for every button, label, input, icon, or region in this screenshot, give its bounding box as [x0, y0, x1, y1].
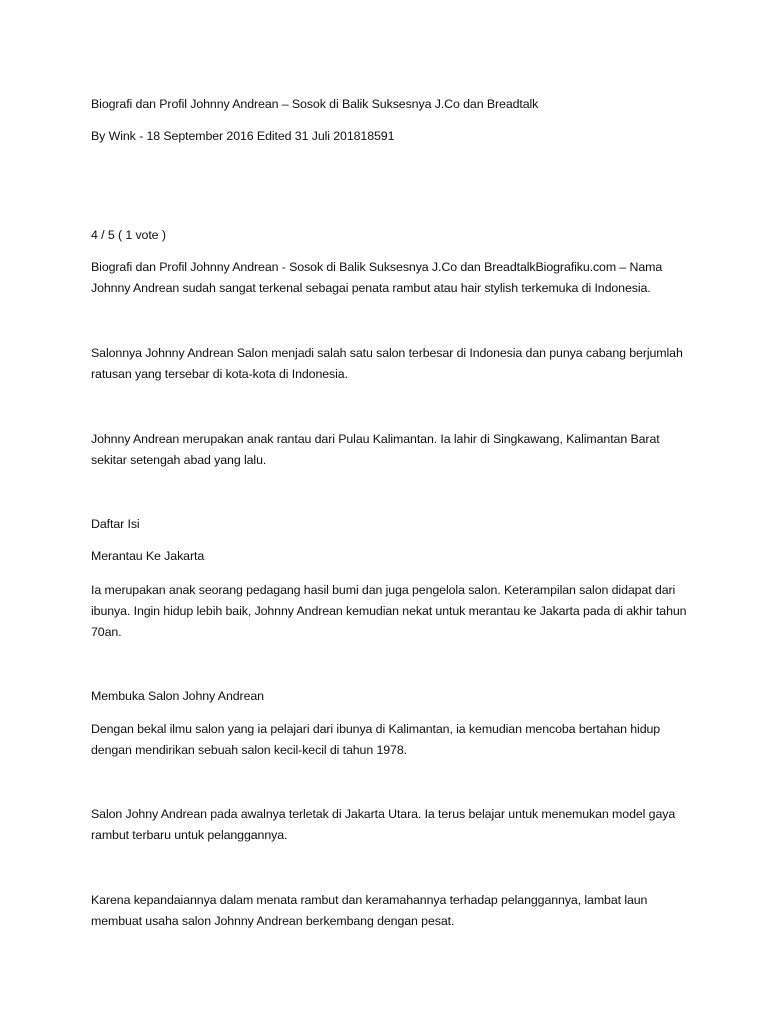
- rating: 4 / 5 ( 1 vote ): [91, 228, 166, 242]
- article-title: Biografi dan Profil Johnny Andrean – Sosok di Balik Suksesnya J.Co dan Breadtalk: [91, 97, 539, 111]
- bekal-paragraph: Dengan bekal ilmu salon yang ia pelajari dari ibunya di Kalimantan, ia kemudian mencoba bertahan hidup dengan mendirikan sebuah salon kecil-kecil di tahun 1978.: [91, 722, 661, 757]
- heading-merantau: Merantau Ke Jakarta: [91, 549, 205, 563]
- toc-label: Daftar Isi: [91, 517, 140, 531]
- jakarta-utara-paragraph: Salon Johny Andrean pada awalnya terletak di Jakarta Utara. Ia terus belajar untuk menemukan model gaya rambut terbaru untuk pelanggannya.: [91, 807, 676, 842]
- origin-paragraph: Johnny Andrean merupakan anak rantau dari Pulau Kalimantan. Ia lahir di Singkawang, Kalimantan Barat sekitar setengah abad yang lalu.: [91, 432, 660, 467]
- kepandaian-paragraph: Karena kepandaiannya dalam menata rambut dan keramahannya terhadap pelanggannya, lambat laun membuat usaha salon Johnny Andrean berkembang dengan pesat.: [91, 893, 648, 928]
- salon-paragraph: Salonnya Johnny Andrean Salon menjadi salah satu salon terbesar di Indonesia dan punya cabang berjumlah ratusan yang tersebar di kota-kota di Indonesia.: [91, 346, 683, 381]
- heading-membuka-salon: Membuka Salon Johny Andrean: [91, 689, 264, 703]
- intro-paragraph: Biografi dan Profil Johnny Andrean - Sosok di Balik Suksesnya J.Co dan BreadtalkBiografiku.com – Nama Johnny Andrean sudah sangat terkenal sebagai penata rambut atau hair stylish terkemuka di Indonesia.: [91, 260, 663, 295]
- byline: By Wink - 18 September 2016 Edited 31 Juli 201818591: [91, 129, 395, 143]
- merantau-paragraph: Ia merupakan anak seorang pedagang hasil bumi dan juga pengelola salon. Keterampilan salon didapat dari ibunya. Ingin hidup lebih baik, Johnny Andrean kemudian nekat untuk merantau ke Jakarta pada di akhir tahun 70an.: [91, 583, 687, 639]
